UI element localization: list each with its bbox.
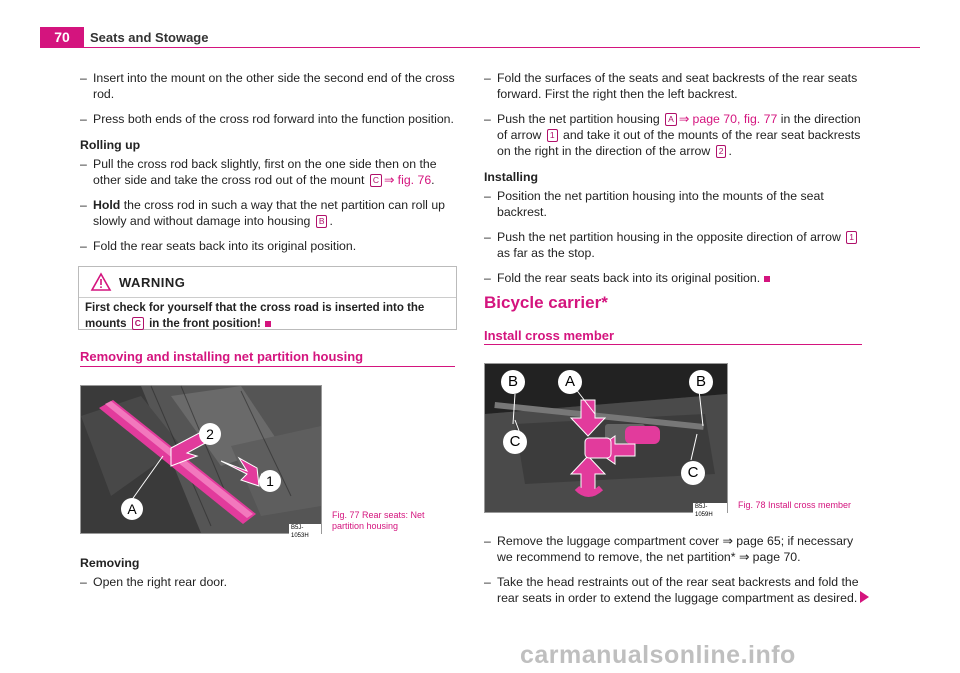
warning-text — [85, 300, 451, 332]
fig77-label-2: 2 — [199, 423, 221, 445]
step-fold-seat-surfaces: – Fold the surfaces of the seats and seat backrests of the rear seats forward. First the right then the left backrest. — [484, 70, 862, 102]
figure-77-image — [80, 385, 322, 539]
left-column-top — [80, 70, 455, 254]
marker-1-badge: 1 — [547, 129, 558, 142]
watermark: carmanualsonline.info — [520, 641, 796, 669]
section-heading-bicycle-carrier: Bicycle carrier* — [484, 293, 608, 312]
marker-c-badge: C — [370, 174, 382, 187]
step-insert-cross-rod: – Insert into the mount on the other side the second end of the cross rod. — [80, 70, 455, 102]
hold-bold: Hold — [93, 198, 121, 212]
marker-1-badge-b: 1 — [846, 231, 857, 244]
step-pull-text: Pull the cross rod back slightly, first on the one side then on the other side and take the cross rod out of the mount — [93, 157, 437, 187]
page-number: 70 — [40, 27, 84, 47]
header-rule — [40, 47, 920, 48]
fig78-label-a: A — [558, 370, 582, 394]
chapter-title: Seats and Stowage — [90, 30, 209, 45]
step-pull-cross-rod: – Pull the cross rod back slightly, first on the one side then on the other side and take the cross rod out of the mount C ⇒ fig. 76. — [80, 156, 455, 188]
fig78-label-c-left: C — [503, 430, 527, 454]
warning-title: WARNING — [119, 275, 186, 290]
step-hold-text: the cross rod in such a way that the net partition can roll up slowly and without damage into housing — [93, 198, 446, 228]
push-housing-text-c: and take it out of the mounts of the rear seat backrests on the right in the direction of the arrow — [497, 128, 861, 158]
step-press-cross-rod: – Press both ends of the cross rod forward into the function position. — [80, 111, 455, 127]
page70-fig77-link[interactable]: ⇒ page 70, fig. 77 — [678, 112, 778, 126]
end-mark-icon-2 — [764, 276, 770, 282]
step-fold-rear-seats: – Fold the rear seats back into its original position. — [80, 238, 455, 254]
fig78-label-b-left: B — [501, 370, 525, 394]
figure-77-illustration — [81, 386, 321, 533]
warning-marker-c: C — [132, 317, 144, 330]
push-housing-text-a: Push the net partition housing — [497, 112, 660, 126]
push-opposite-text-b: as far as the stop. — [497, 246, 595, 260]
right-column-bottom — [484, 533, 862, 606]
figure-78-image — [484, 363, 728, 518]
fig78-code: B5J-1059H — [693, 503, 727, 519]
heading-rolling-up: Rolling up — [80, 138, 141, 152]
push-opposite-text-a: Push the net partition housing in the opposite direction of arrow — [497, 230, 841, 244]
warning-triangle-icon — [91, 273, 111, 291]
heading-removing: Removing — [80, 556, 140, 570]
figure-78-caption: Fig. 78 Install cross member — [738, 500, 852, 510]
marker-2-badge: 2 — [716, 145, 727, 158]
fold-back-text: Fold the rear seats back into its original position. — [497, 271, 761, 285]
end-mark-icon — [265, 321, 271, 327]
fig76-link[interactable]: ⇒ fig. 76 — [383, 173, 432, 187]
fig77-code: B5J-1053H — [289, 524, 321, 540]
right-column-top — [484, 70, 862, 286]
step-push-housing: – Push the net partition housing A ⇒ page 70, fig. 77 in the direction of arrow 1 and take it out of the mounts of the rear seat backrests on the right in the direction of the arrow 2 . — [484, 111, 862, 159]
removing-block — [80, 555, 455, 590]
warning-text-b: in the front position! — [149, 318, 261, 330]
step-hold-cross-rod: – Hold the cross rod in such a way that the net partition can roll up slowly and without damage into housing B . — [80, 197, 455, 229]
heading-installing: Installing — [484, 170, 538, 184]
section-rule-3 — [484, 344, 862, 345]
section-heading-net-partition: Removing and installing net partition housing — [80, 349, 364, 364]
section-heading-install-cross-member: Install cross member — [484, 328, 615, 343]
push-housing-text-b: in the direction of arrow — [497, 112, 861, 142]
step-push-opposite — [484, 229, 862, 261]
fig77-label-a: A — [121, 498, 143, 520]
next-page-arrow-icon[interactable] — [860, 591, 869, 603]
fig78-label-c-right: C — [681, 461, 705, 485]
figure-77-caption: Fig. 77 Rear seats: Net partition housing — [332, 510, 425, 531]
section-rule-1 — [80, 366, 455, 367]
step-remove-cover: – Remove the luggage compartment cover ⇒ page 65; if necessary we recommend to remove, the net partition* ⇒ page 70. — [484, 533, 862, 565]
fig78-label-b-right: B — [689, 370, 713, 394]
step-take-head-restraints: – Take the head restraints out of the rear seat backrests and fold the rear seats in order to extend the luggage compartment as desired. — [484, 574, 862, 606]
marker-a-badge: A — [665, 113, 677, 126]
marker-b-badge: B — [316, 215, 328, 228]
warning-text-a: First check for yourself that the cross road is inserted into the mounts — [85, 302, 425, 330]
step-position-housing: – Position the net partition housing into the mounts of the seat backrest. — [484, 188, 862, 220]
step-fold-back — [484, 270, 862, 286]
step-open-rear-door: – Open the right rear door. — [80, 574, 455, 590]
fig77-label-1: 1 — [259, 470, 281, 492]
warning-box — [78, 266, 457, 330]
warning-header — [79, 267, 456, 298]
